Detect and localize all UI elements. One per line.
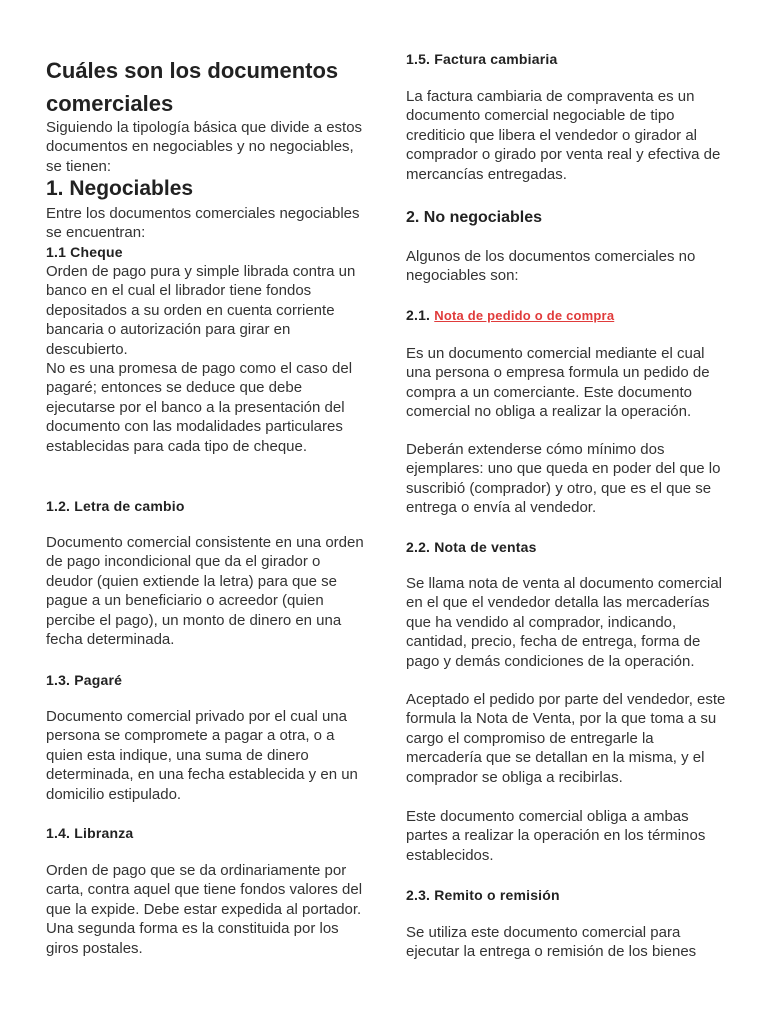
- intro-paragraph: Siguiendo la tipología básica que divide a estos documentos en negociables y no negociables, se tienen:: [46, 119, 363, 175]
- pagare-paragraph: Documento comercial privado por el cual una persona se compromete a pagar a otra, o a quien esta indique, una suma de dinero determinada, en una fecha establecida y en un domicilio estipulado.: [46, 708, 358, 803]
- libranza-heading: 1.4. Libranza: [46, 825, 134, 841]
- cheque-paragraph-1: Orden de pago pura y simple librada contra un banco en el cual el librador tiene fondos depositados a su orden en cuenta corriente bancaria o autorización para girar en descubierto.: [46, 263, 356, 358]
- nota-ventas-paragraph-1: Se llama nota de venta al documento comercial en el que el vendedor detalla las mercaderías que ha vendido al comprador, indicando, cantidad, precio, fecha de entrega, forma de pago y demás condiciones de la operación.: [406, 575, 723, 670]
- letra-paragraph: Documento comercial consistente en una orden de pago incondicional que da el girador o deudor (quien extiende la letra) para que se pague a un beneficiario o acreedor (quien percibe el pago), un monto de dinero en una fecha determinada.: [46, 534, 364, 649]
- section2-intro: Algunos de los documentos comerciales no negociables son:: [406, 248, 696, 285]
- nota-ventas-heading: 2.2. Nota de ventas: [406, 539, 537, 555]
- remito-paragraph: Se utiliza este documento comercial para ejecutar la entrega o remisión de los bienes: [406, 924, 697, 961]
- section-heading-negociables: 1. Negociables: [46, 177, 194, 200]
- cheque-paragraph-2: No es una promesa de pago como el caso del pagaré; entonces se deduce que debe ejecutarse por el banco a la presentación del documento con las modalidades particulares establecidas para cada tipo de cheque.: [46, 360, 353, 455]
- section-heading-no-negociables: 2. No negociables: [406, 209, 543, 226]
- section1-intro: Entre los documentos comerciales negociables se encuentran:: [46, 205, 360, 242]
- nota-ventas-paragraph-3: Este documento comercial obliga a ambas partes a realizar la operación en los términos establecidos.: [406, 808, 706, 864]
- cheque-heading: 1.1 Cheque: [46, 244, 123, 260]
- remito-heading: 2.3. Remito o remisión: [406, 887, 560, 903]
- nota-pedido-heading: [406, 306, 728, 325]
- nota-pedido-link[interactable]: Nota de pedido o de compra: [434, 308, 615, 323]
- nota-pedido-paragraph-2: Deberán extenderse cómo mínimo dos ejemplares: uno que queda en poder del que lo suscribió (comprador) y otro, que es el que se entrega o envía al vendedor.: [406, 441, 721, 517]
- nota-pedido-paragraph-1: Es un documento comercial mediante el cual una persona o empresa formula un pedido de compra a un comerciante. Este documento comercial no obliga a realizar la operación.: [406, 345, 710, 421]
- pagare-heading: 1.3. Pagaré: [46, 672, 123, 688]
- page-title: Cuáles son los documentos comerciales: [46, 58, 339, 116]
- nota-ventas-paragraph-2: Aceptado el pedido por parte del vendedor, este formula la Nota de Venta, por la que toma a su cargo el compromiso de entregarle la mercadería que se detallan en la misma, y el comprador se obliga a recibirlas.: [406, 691, 726, 786]
- nota-pedido-number: 2.1.: [406, 307, 431, 323]
- letra-heading: 1.2. Letra de cambio: [46, 498, 185, 514]
- libranza-paragraph: Orden de pago que se da ordinariamente por carta, contra aquel que tiene fondos valores del que la expide. Debe estar expedida al portador. Una segunda forma es la constituida por los giros postales.: [46, 862, 363, 957]
- factura-heading: 1.5. Factura cambiaria: [406, 51, 558, 67]
- factura-paragraph: La factura cambiaria de compraventa es un documento comercial negociable de tipo crediticio que libera el vendedor o girador al comprador o girado por venta real y efectiva de mercancías entregadas.: [406, 88, 721, 183]
